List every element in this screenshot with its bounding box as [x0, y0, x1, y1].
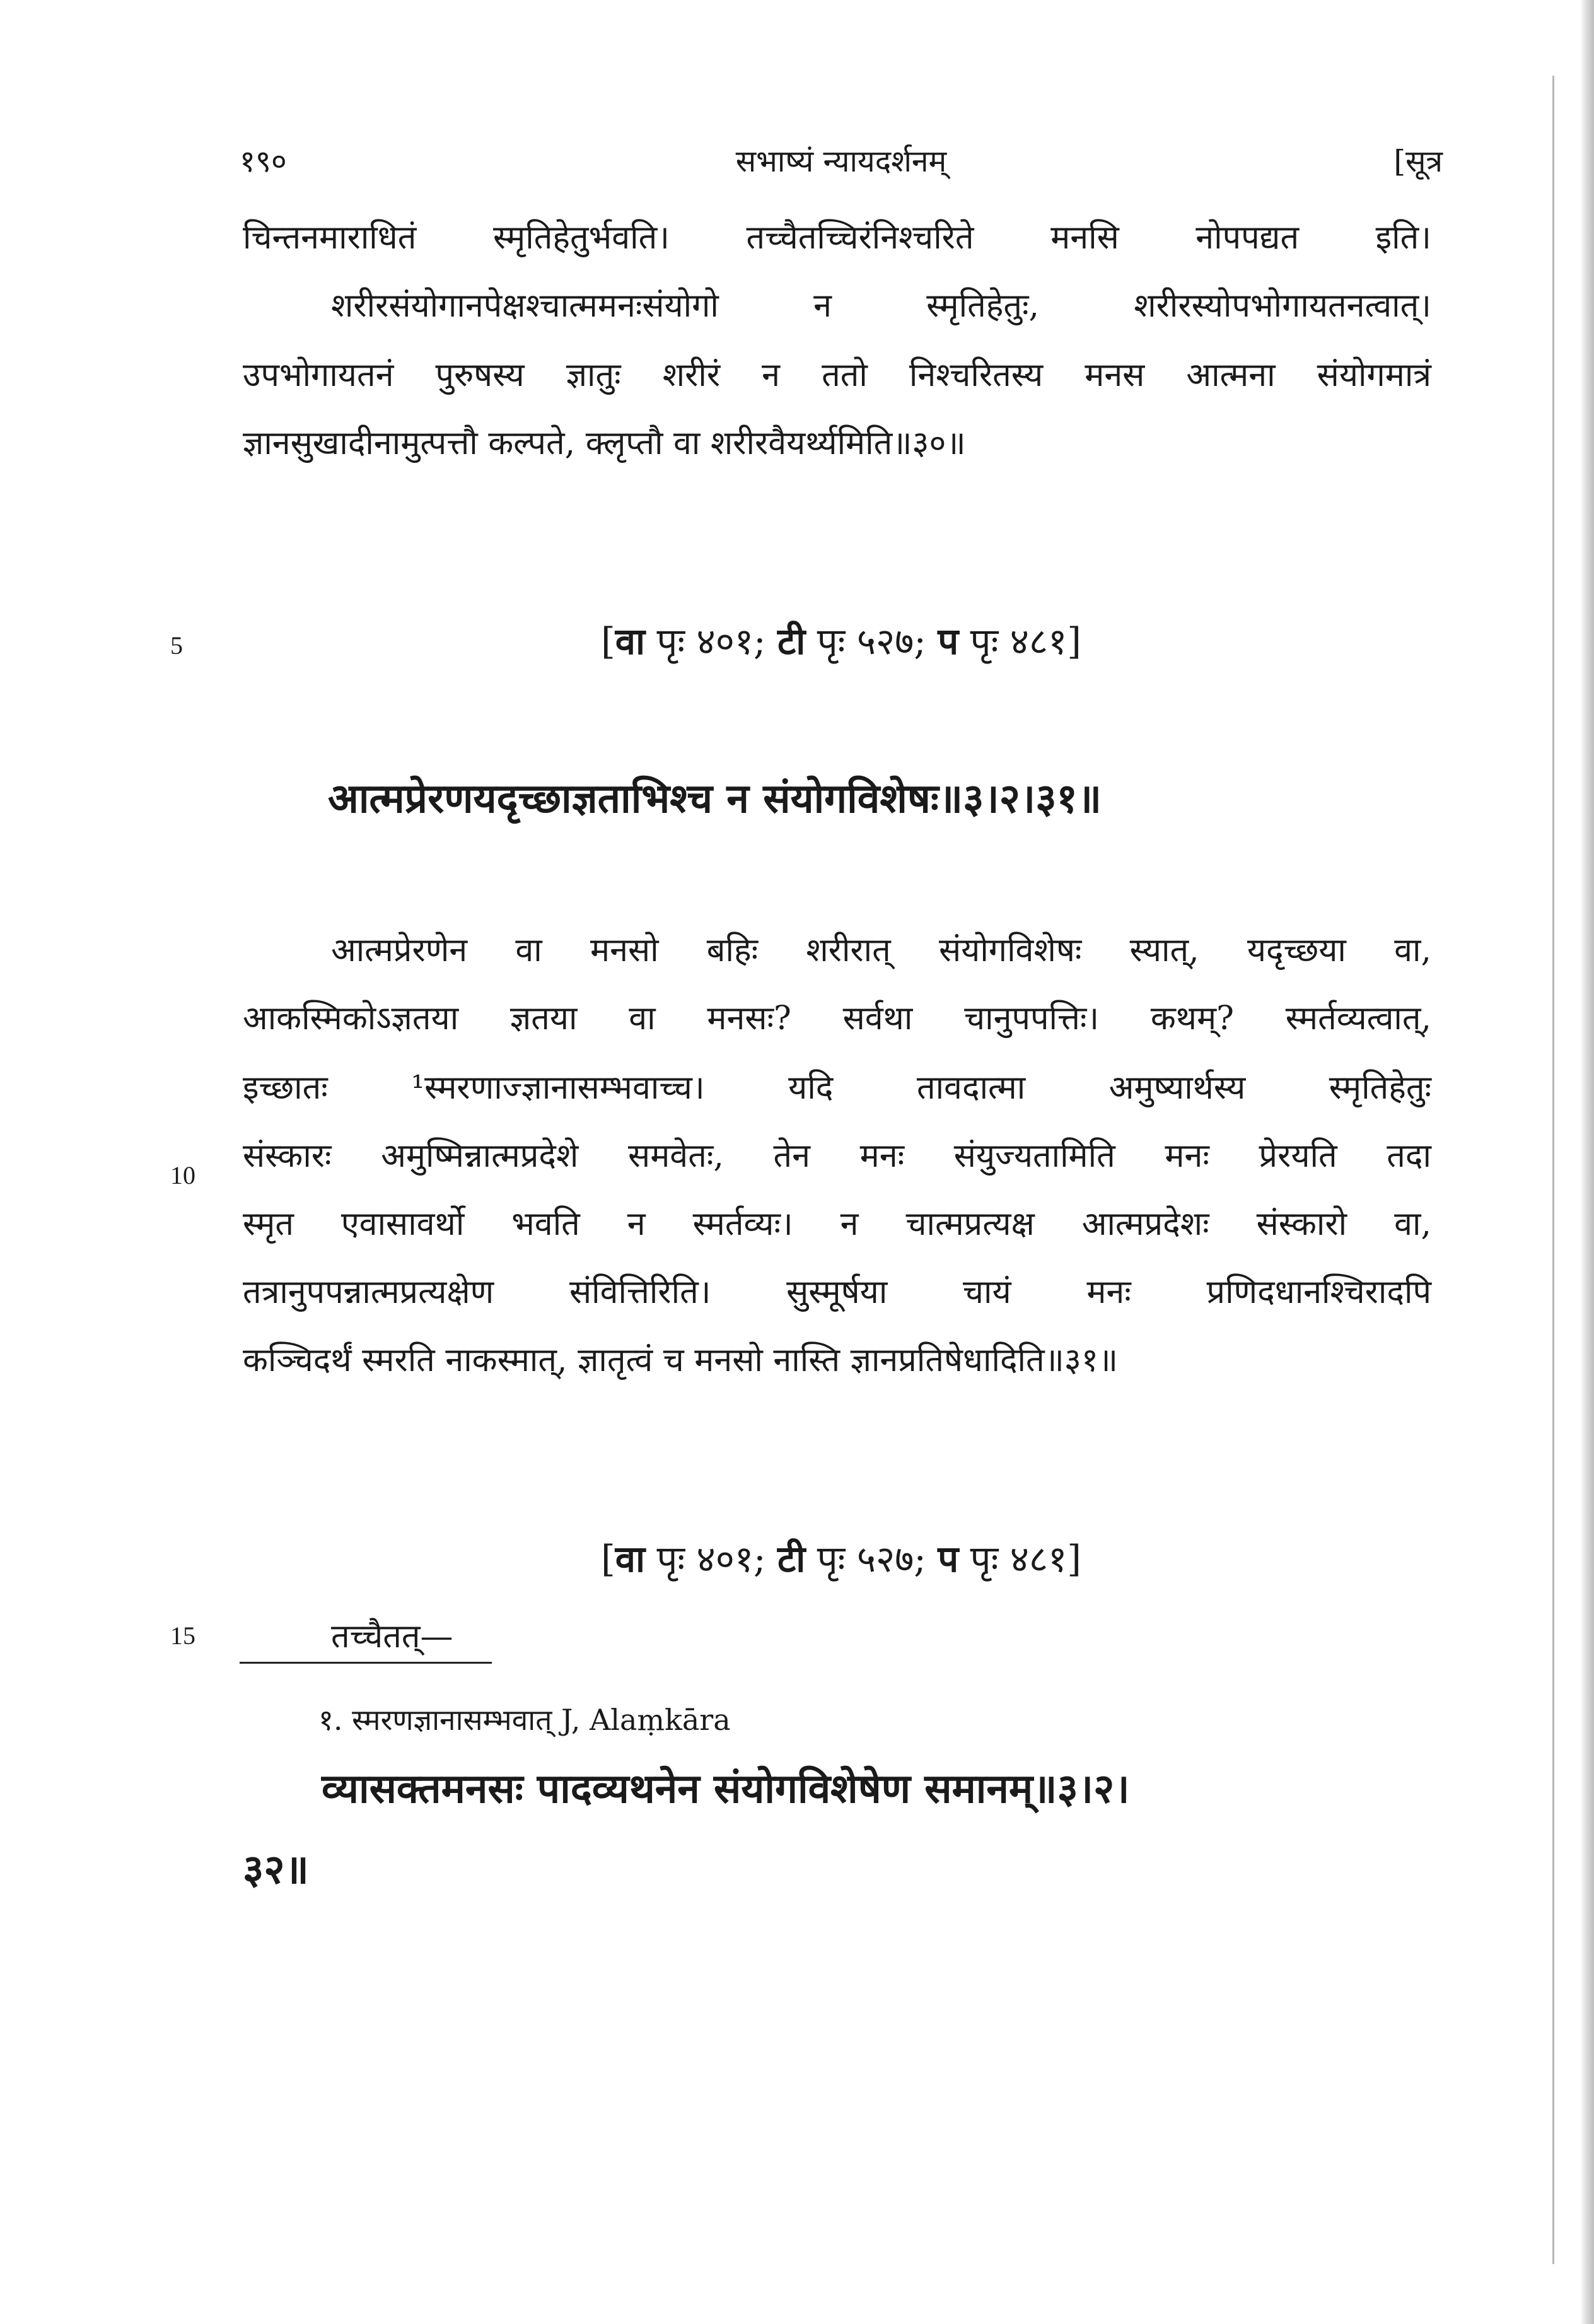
- text-line: कञ्चिदर्थं स्मरति नाकस्मात्, ज्ञातृत्वं च मनसो नास्ति ज्ञानप्रतिषेधादिति॥३१॥: [243, 1341, 1119, 1379]
- footnote: १. स्मरणज्ञानासम्भवात् J, Alaṃkāra: [318, 1703, 731, 1737]
- sutra-intro: तच्चैतत्—: [331, 1618, 453, 1655]
- ref-va: वा: [615, 620, 646, 663]
- text-line: स्मृत एवासावर्थो भवति न स्मर्तव्यः। न चात्मप्रत्यक्ष आत्मप्रदेशः संस्कारो वा,: [243, 1205, 1431, 1243]
- ref-ti: टी: [777, 1538, 806, 1580]
- running-header: [240, 140, 1443, 190]
- ref-va: वा: [615, 1538, 646, 1580]
- ref-ti: टी: [777, 620, 806, 663]
- sutra-32-line1: व्यासक्तमनसः पादव्यथनेन संयोगविशेषेण समानम्॥३।२।: [322, 1765, 1130, 1813]
- ref-pa: प: [938, 620, 959, 663]
- line-number: 5: [170, 631, 183, 660]
- text-line: ज्ञानसुखादीनामुत्पत्तौ कल्पते, क्लृप्तौ वा शरीरवैयर्थ्यमिति॥३०॥: [243, 424, 966, 462]
- text-line: संस्कारः अमुष्मिन्नात्मप्रदेशे समवेतः, तेन मनः संयुज्यतामिति मनः प्रेरयति तदा: [243, 1137, 1431, 1175]
- text-line: इच्छातः ¹स्मरणाज्ज्ञानासम्भवाच्च। यदि तावदात्मा अमुष्यार्थस्य स्मृतिहेतुः: [243, 1069, 1431, 1107]
- text-line: आत्मप्रेरणेन वा मनसो बहिः शरीरात् संयोगविशेषः स्यात्, यदृच्छया वा,: [331, 931, 1431, 969]
- line-number: 10: [170, 1161, 195, 1189]
- sutra-31: आत्मप्रेरणयदृच्छाज्ञताभिश्च न संयोगविशेषः॥३।२।३१॥: [328, 775, 1102, 822]
- footnote-rule: [240, 1662, 492, 1664]
- sutra-32-line2: ३२॥: [243, 1846, 309, 1893]
- text-line: शरीरसंयोगानपेक्षश्चात्ममनःसंयोगो न स्मृतिहेतुः, शरीरस्योपभोगायतनत्वात्।: [331, 287, 1431, 325]
- reference-citation: [वा पृः ४०१; टी पृः ५२७; प पृः ४८१]: [601, 620, 1081, 663]
- page-number: १९०: [240, 144, 287, 179]
- line-number: 15: [170, 1621, 195, 1650]
- reference-citation: [वा पृः ४०१; टी पृः ५२७; प पृः ४८१]: [601, 1538, 1081, 1580]
- page-edge-shadow: [1580, 0, 1594, 2324]
- text-line: चिन्तनमाराधितं स्मृतिहेतुर्भवति। तच्चैतच्चिरंनिश्चरिते मनसि नोपपद्यत इति।: [243, 219, 1431, 257]
- ref-pa: प: [938, 1538, 959, 1580]
- section-label: [सूत्र: [1393, 144, 1443, 179]
- text-line: आकस्मिकोऽज्ञतया ज्ञतया वा मनसः? सर्वथा चानुपपत्तिः। कथम्? स्मर्तव्यत्वात्,: [243, 1000, 1431, 1037]
- running-title: सभाष्यं न्यायदर्शनम्: [735, 144, 947, 179]
- margin-rule: [1552, 76, 1554, 2264]
- text-line: तत्रानुपपन्नात्मप्रत्यक्षेण संवित्तिरिति। सुस्मूर्षया चायं मनः प्रणिदधानश्चिरादपि: [243, 1273, 1431, 1311]
- text-line: उपभोगायतनं पुरुषस्य ज्ञातुः शरीरं न ततो निश्चरितस्य मनस आत्मना संयोगमात्रं: [243, 356, 1431, 394]
